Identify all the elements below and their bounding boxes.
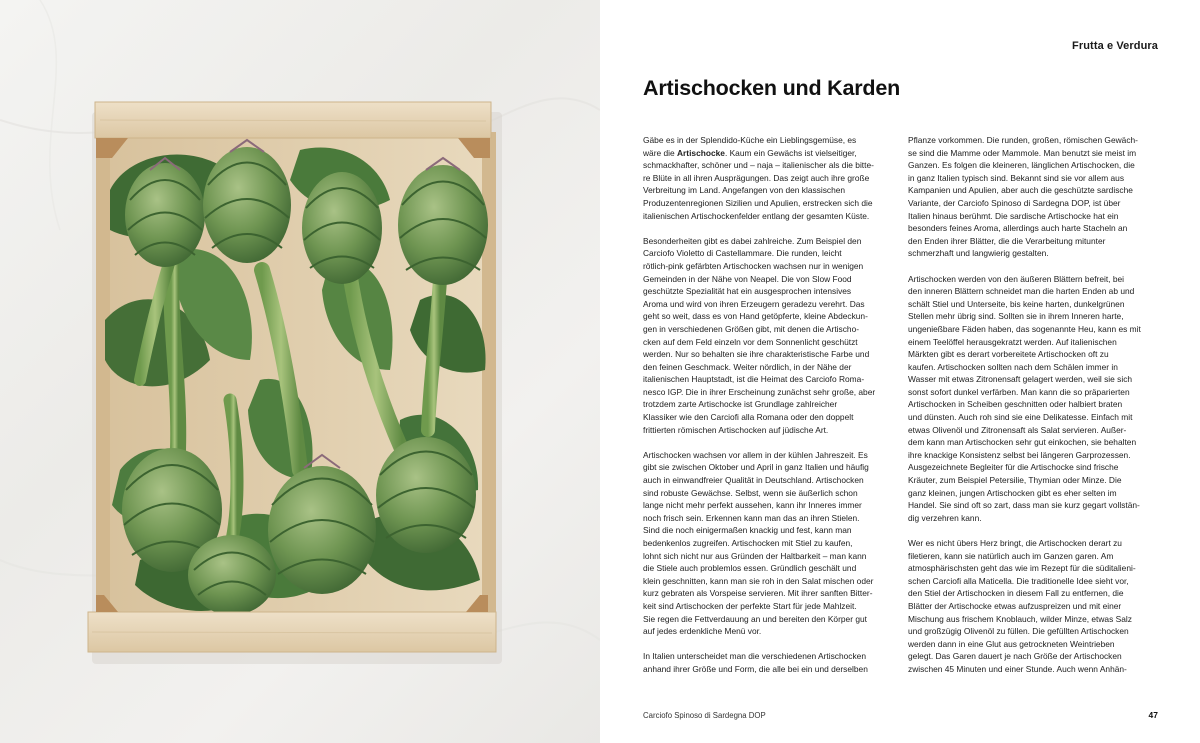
paragraph: Wer es nicht übers Herz bringt, die Artischocken derart zu filetieren, kann sie natürlich auch im Ganzen garen. Am atmosphärischsten geht das wie im Rezept für die süditalieni- schen Carciofi alla Maticella. Die traditionelle Idee sieht vor, den Stiel der Artischocken in diesem Fall zu entfernen, die Blätter der Artischocke etwas aufzuspreizen und mit einer Mischung aus frischem Knoblauch, wilder Minze, etwas Salz und großzügig Olivenöl zu füllen. Die gefüllten Artischocken werden dann in eine Glut aus getrockneten Weintrieben gelegt. Das Garen dauert je nach Größe der Artischocken zwischen 45 Minuten und einer Stunde. Auch wenn Anhän- <box>908 538 1136 674</box>
paragraph: Pflanze vorkommen. Die runden, großen, römischen Gewäch- se sind die Mamme oder Mammole. Man benutzt sie meist im Ganzen. Es folgen die kleineren, länglichen Artischocken, die in ganz Italien typisch sind. Bekannt sind sie vor allem aus Kampanien und Apulien, aber auch die geschützte sardische Variante, der Carciofo Spinoso di Sardegna DOP, ist über Italien hinaus berühmt. Die sardische Artischocke hat ein besonders feines Aroma, allerdings auch harte Stacheln an den Enden ihrer Blätter, die die Verarbeitung mitunter schmerzhaft und langwierig gestalten. <box>908 135 1138 259</box>
artichoke-head <box>302 172 382 284</box>
section-label: Frutta e Verdura <box>1072 40 1158 52</box>
text-column-left <box>643 134 886 688</box>
artichoke-head <box>188 535 276 615</box>
photo-caption: Carciofo Spinoso di Sardegna DOP <box>643 711 766 720</box>
highlighted-term: Artischocke <box>676 147 725 158</box>
paragraph: Artischocken wachsen vor allem in der kühlen Jahreszeit. Es gibt sie zwischen Oktober und April in ganz Italien und häufig auch in einwandfreier Qualität in Deutschland. Artischocken sind robuste Gewächse. Selbst, wenn sie äußerlich schon lange nicht mehr perfekt aussehen, kann ihr Inneres immer noch frisch sein. Erkennen kann man das an ihren Stielen. Sind die noch einigermaßen knackig und fest, kann man bedenkenlos zugreifen. Artischocken mit Stiel zu kaufen, lohnt sich nicht nur aus Gründen der Haltbarkeit – man kann die Stiele auch problemlos essen. Gründlich geschält und klein geschnitten, kann man sie roh in den Salat mischen oder kurz gebraten als Vorspeise servieren. Mit ihrer sanften Bitter- keit sind Artischocken der perfekte Start für jede Mahlzeit. Sie regen die Fettverdauung an und bereiten den Körper gut auf jedes erdenkliche Menü vor. <box>643 449 874 637</box>
paragraph-text: . Kaum ein Gewächs ist vielseitiger, schmackhafter, schöner und – naja – italienischer als die bitte- re Blüte in all ihren Ausprägungen. Das zeigt auch ihre große Verbreitung im Land. Angefangen von den klassischen Produzentenregionen Sizilien und Apulien, erstrecken sich die italienischen Artischockenfelder entlang der gesamten Küste. <box>643 147 874 221</box>
paragraph <box>643 134 886 222</box>
paragraph: Besonderheiten gibt es dabei zahlreiche. Zum Beispiel den Carciofo Violetto di Castellammare. Die runden, leicht rötlich-pink gefärbten Artischocken wachsen nur in wenigen Gemeinden in der Nähe von Neapel. Die von Slow Food geschützte Spezialität hat ein ausgesprochen intensives Aroma und wird von ihren Erzeugern geradezu verehrt. Das geht so weit, dass es von Hand getöpferte, kleine Abdeckun- gen in verschiedenen Größen gibt, mit denen die Artischo- cken auf dem Feld einzeln vor dem Sonnenlicht geschützt werden. Nur so behalten sie ihre charakteristische Farbe und den feinen Geschmack. Weiter nördlich, in der Nähe der italienischen Hauptstadt, ist die Heimat des Carciofo Roma- nesco IGP. Die in ihrer Erscheinung zunächst sehr große, aber trotzdem zarte Artischocke ist Grundlage zahlreicher Klassiker wie den Carciofi alla Romana oder den doppelt frittierten römischen Artischocken auf jüdische Art. <box>643 235 876 435</box>
page-number: 47 <box>1148 710 1158 720</box>
paragraph-text: Gäbe es in der Splendido-Küche ein Lieblingsgemüse, es wäre die <box>643 135 857 158</box>
artichoke-head <box>376 437 476 553</box>
page-title: Artischocken und Karden <box>643 76 901 100</box>
text-column-right <box>908 134 1151 688</box>
crate-left-side <box>96 132 110 632</box>
paragraph: In Italien unterscheidet man die verschiedenen Artischocken anhand ihrer Größe und Form, die alle bei ein und derselben <box>643 651 868 674</box>
paragraph: Artischocken werden von den äußeren Blättern befreit, bei den inneren Blättern schneidet man die harten Enden ab und schält Stiel und Unterseite, bis keine harten, dunkelgrünen Stellen mehr übrig sind. Sollten sie in ihrem Inneren harte, ungenießbare Fäden haben, das sogenannte Heu, kann es mit einem Teelöffel herausgekratzt werden. Auf italienischen Märkten gibt es derart vorbereitete Artischocken oft zu kaufen. Artischocken sollten nach dem Schälen immer in Wasser mit etwas Zitronensaft gelagert werden, weil sie sich sonst sofort dunkel verfärben. Man kann die so präparierten Artischocken in Scheiben geschnitten oder halbiert braten und dünsten. Auch roh sind sie eine Delikatesse. Einfach mit etwas Olivenöl und Zitronensaft als Salat servieren. Außer- dem kann man Artischocken sehr gut einkochen, sie behalten ihre knackige Konsistenz selbst bei längeren Garprozessen. Ausgezeichnete Begleiter für die Artischocke sind frische Kräuter, zum Beispiel Petersilie, Thymian oder Minze. Die ganz kleinen, jungen Artischocken gibt es eher selten im Handel. Sie sind oft so zart, dass man sie kurz gegart vollstän- dig verzehren kann. <box>908 273 1141 523</box>
